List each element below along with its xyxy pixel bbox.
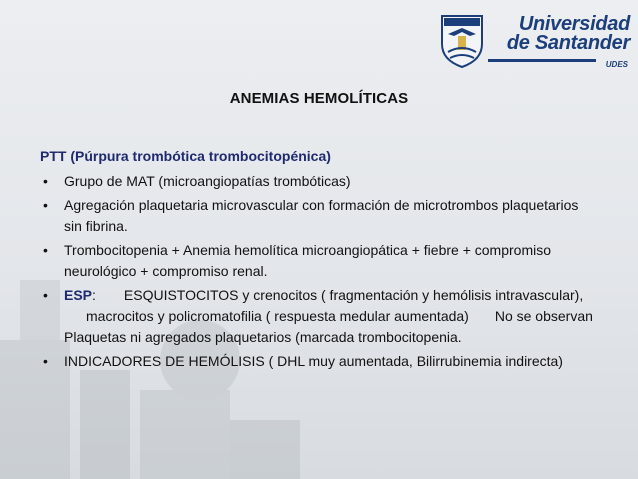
bullet-text: Grupo de MAT (microangiopatías trombóticas) — [64, 173, 351, 189]
list-item — [40, 240, 600, 282]
logo-sub: UDES — [605, 60, 628, 69]
esp-part-3: No se observan Plaquetas ni agregados plaquetarios (marcada trombocitopenia. — [64, 308, 593, 345]
esp-part-1: ESQUISTOCITOS y crenocitos ( fragmentación y hemólisis intravascular), — [123, 287, 584, 303]
logo-underline — [488, 59, 596, 62]
esp-part-2: macrocitos y policromatofilia ( respuesta medular aumentada) — [86, 308, 469, 324]
bullet-list — [40, 171, 600, 372]
bullet-text: Trombocitopenia + Anemia hemolítica microangiopática + fiebre + compromiso neurológico + compromiso renal. — [64, 242, 551, 279]
bullet-text: INDICADORES DE HEMÓLISIS ( DHL muy aumentada, Bilirrubinemia indirecta) — [64, 353, 563, 369]
slide-subtitle: PTT (Púrpura trombótica trombocitopénica) — [40, 148, 331, 164]
shield-emblem-icon — [440, 14, 484, 68]
bullet-dot: • — [43, 242, 48, 258]
bullet-dot: • — [43, 197, 48, 213]
bullet-dot: • — [43, 173, 48, 189]
bullet-dot: • — [43, 287, 48, 303]
slide-content — [40, 148, 600, 375]
logo-wordmark — [488, 15, 630, 53]
list-item — [40, 195, 600, 237]
esp-label: ESP — [64, 287, 93, 303]
logo-line-2: de Santander — [506, 32, 630, 54]
logo-line-1: Universidad — [518, 13, 630, 35]
list-item — [40, 285, 600, 348]
list-item — [40, 351, 600, 372]
esp-colon: : — [92, 287, 96, 303]
slide-title: ANEMIAS HEMOLÍTICAS — [229, 90, 409, 107]
bullet-text: Agregación plaquetaria microvascular con formación de microtrombos plaquetarios sin fibrina. — [64, 197, 579, 234]
university-logo — [440, 14, 630, 72]
bullet-dot: • — [43, 353, 48, 369]
list-item — [40, 171, 600, 192]
